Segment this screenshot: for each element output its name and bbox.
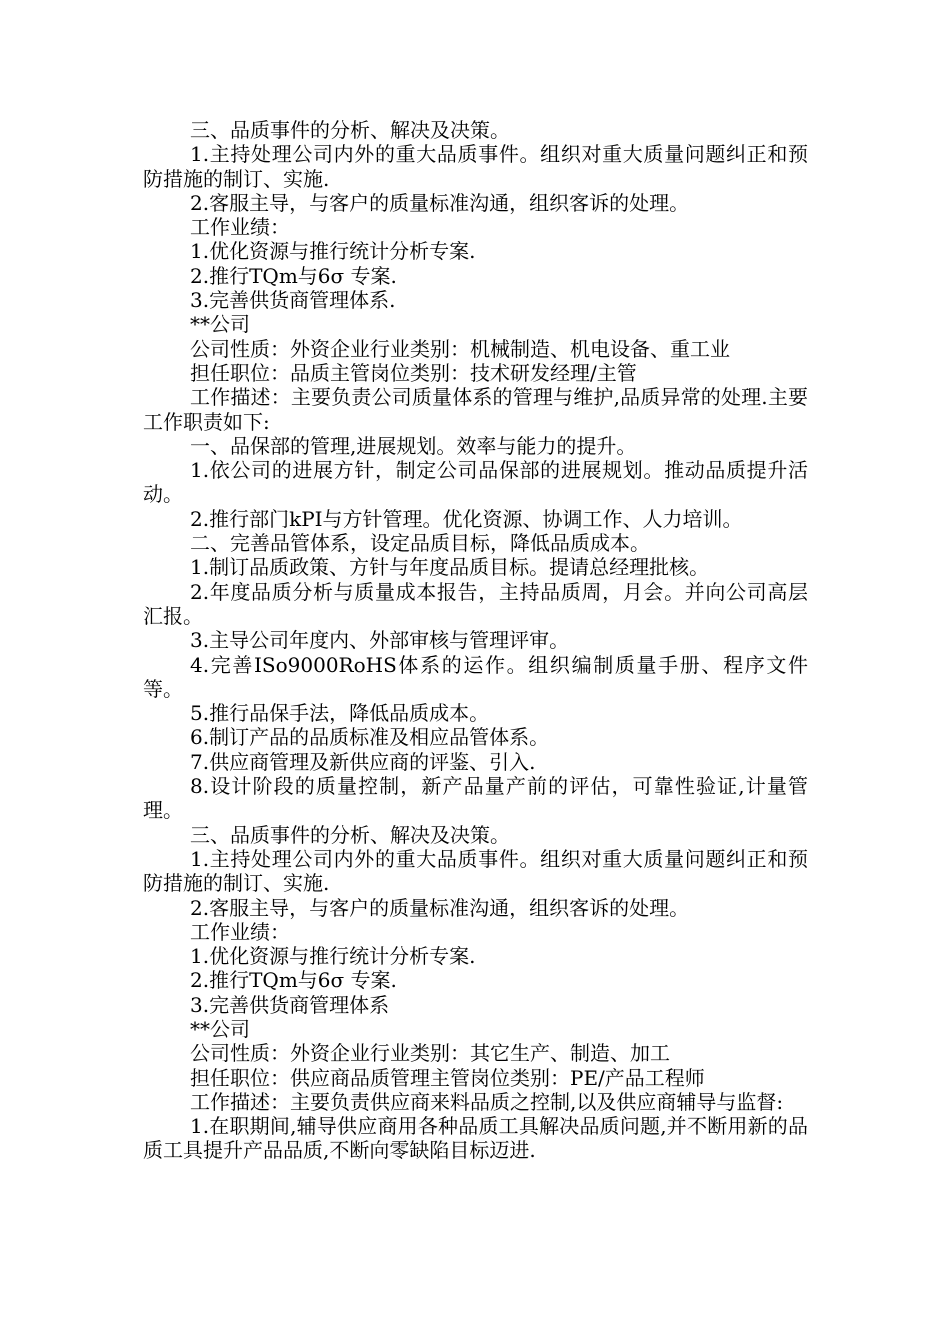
job-description: 工作描述：主要负责供应商来料品质之控制,以及供应商辅导与监督: xyxy=(190,1089,784,1114)
paragraph: 2.推行TQm与6σ 专案. xyxy=(190,968,397,993)
paragraph: 7.供应商管理及新供应商的评鉴、引入. xyxy=(190,749,536,774)
paragraph: 5.推行品保手法，降低品质成本。 xyxy=(190,701,490,726)
company-name: **公司 xyxy=(190,312,250,337)
paragraph: 3.主导公司年度内、外部审核与管理评审。 xyxy=(190,628,570,653)
paragraph: 二、完善品管体系，设定品质目标，降低品质成本。 xyxy=(190,531,650,556)
job-description: 工作描述：主要负责公司质量体系的管理与维护,品质异常的处理.主要工作职责如下: xyxy=(143,385,808,434)
paragraph: 2.年度品质分析与质量成本报告，主持品质周，月会。并向公司高层汇报。 xyxy=(143,579,808,628)
document-body xyxy=(143,118,808,1163)
section-heading: 工作业绩： xyxy=(190,215,290,240)
paragraph: 1.制订品质政策、方针与年度品质目标。提请总经理批核。 xyxy=(190,555,710,580)
paragraph: 6.制订产品的品质标准及相应品管体系。 xyxy=(190,725,550,750)
paragraph: 1.优化资源与推行统计分析专案. xyxy=(190,944,476,969)
paragraph: 8.设计阶段的质量控制，新产品量产前的评估，可靠性验证,计量管理。 xyxy=(143,774,808,823)
paragraph: 3.完善供货商管理体系 xyxy=(190,992,390,1017)
position: 担任职位：品质主管岗位类别：技术研发经理/主管 xyxy=(190,360,637,385)
paragraph: 1.依公司的进展方针，制定公司品保部的进展规划。推动品质提升活动。 xyxy=(143,458,808,507)
position: 担任职位：供应商品质管理主管岗位类别：PE/产品工程师 xyxy=(190,1065,705,1090)
paragraph: 2.客服主导，与客户的质量标准沟通，组织客诉的处理。 xyxy=(190,190,690,215)
paragraph: 1.主持处理公司内外的重大品质事件。组织对重大质量问题纠正和预防措施的制订、实施. xyxy=(143,142,808,191)
paragraph: 2.推行TQm与6σ 专案. xyxy=(190,263,397,288)
paragraph: 3.完善供货商管理体系. xyxy=(190,288,396,313)
company-nature: 公司性质：外资企业行业类别：其它生产、制造、加工 xyxy=(190,1041,670,1066)
section-heading: 工作业绩： xyxy=(190,919,290,944)
company-name: **公司 xyxy=(190,1016,250,1041)
paragraph: 三、品质事件的分析、解决及决策。 xyxy=(190,822,510,847)
paragraph: 1.主持处理公司内外的重大品质事件。组织对重大质量问题纠正和预防措施的制订、实施. xyxy=(143,846,808,896)
paragraph: 一、品保部的管理,进展规划。效率与能力的提升。 xyxy=(190,433,637,458)
paragraph: 2.客服主导，与客户的质量标准沟通，组织客诉的处理。 xyxy=(190,895,690,920)
paragraph: 三、品质事件的分析、解决及决策。 xyxy=(190,118,510,142)
paragraph: 1.在职期间,辅导供应商用各种品质工具解决品质问题,并不断用新的品质工具提升产品品质,不断向零缺陷目标迈进. xyxy=(143,1114,808,1163)
paragraph: 4.完善ISo9000RoHS体系的运作。组织编制质量手册、程序文件等。 xyxy=(143,652,808,701)
paragraph: 2.推行部门kPI与方针管理。优化资源、协调工作、人力培训。 xyxy=(190,506,743,531)
company-nature: 公司性质：外资企业行业类别：机械制造、机电设备、重工业 xyxy=(190,336,730,361)
paragraph: 1.优化资源与推行统计分析专案. xyxy=(190,239,476,264)
